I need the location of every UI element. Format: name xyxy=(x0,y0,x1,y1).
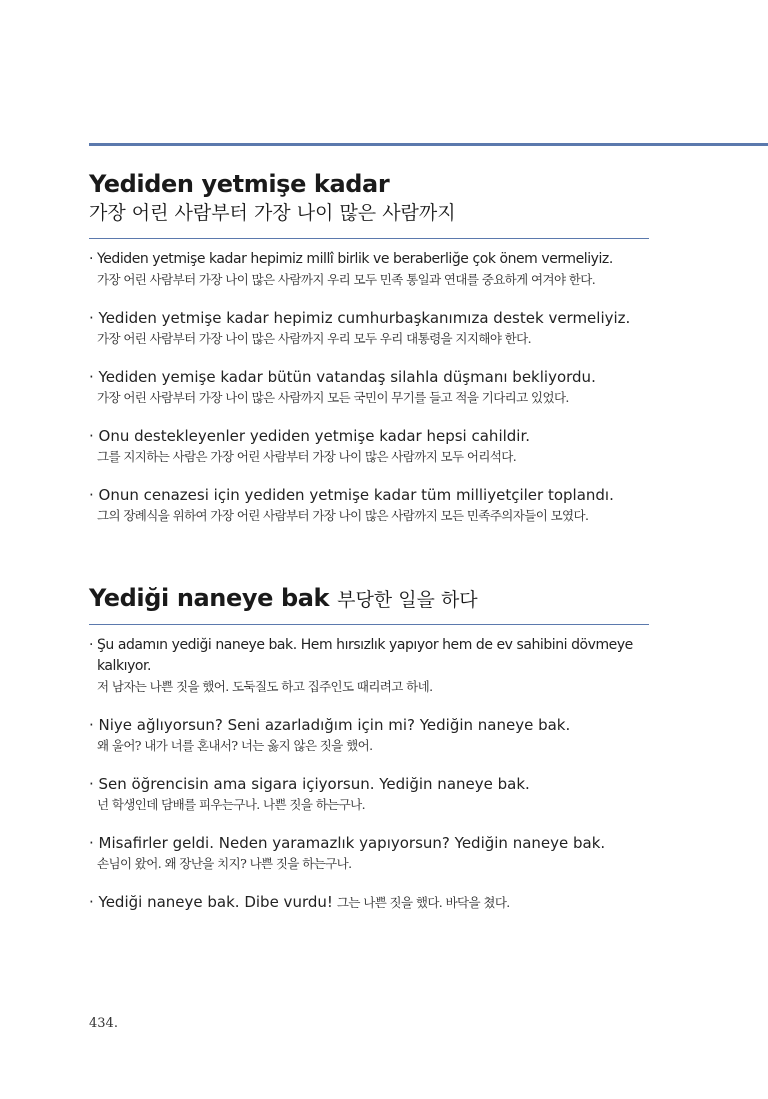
example-item xyxy=(89,308,649,348)
example-item xyxy=(89,774,649,814)
example-ko: 그의 장례식을 위하여 가장 어린 사람부터 가장 나이 많은 사람까지 모든 민족주의자들이 모였다. xyxy=(97,508,589,523)
section-title-ko: 부당한 일을 하다 xyxy=(337,589,478,611)
example-list xyxy=(89,249,649,525)
example-ko: 왜 울어? 내가 너를 혼내서? 너는 옳지 않은 짓을 했어. xyxy=(97,738,373,753)
section-divider xyxy=(89,624,649,625)
example-ko: 가장 어린 사람부터 가장 나이 많은 사람까지 우리 모두 민족 통일과 연대를 중요하게 여겨야 한다. xyxy=(97,272,596,287)
section-yedigi-naneye-bak xyxy=(89,582,649,932)
example-ko: 손님이 왔어. 왜 장난을 치지? 나쁜 짓을 하는구나. xyxy=(97,856,352,871)
top-rule xyxy=(89,143,768,146)
example-tr: · Onu destekleyenler yediden yetmişe kadar hepsi cahildir. xyxy=(89,427,531,445)
example-tr: · Yediden yetmişe kadar hepimiz millî birlik ve beraberliğe çok önem vermeliyiz. xyxy=(89,251,613,267)
example-tr: · Sen öğrencisin ama sigara içiyorsun. Yediğin naneye bak. xyxy=(89,775,530,793)
example-ko: 그는 나쁜 짓을 했다. 바닥을 쳤다. xyxy=(336,895,510,910)
example-tr: · Yediden yetmişe kadar hepimiz cumhurbaşkanımıza destek vermeliyiz. xyxy=(89,309,631,327)
example-ko: 넌 학생인데 담배를 피우는구나. 나쁜 짓을 하는구나. xyxy=(97,797,365,812)
example-item xyxy=(89,367,649,407)
example-ko: 저 남자는 나쁜 짓을 했어. 도둑질도 하고 집주인도 때리려고 하네. xyxy=(97,679,433,694)
example-tr: · Misafirler geldi. Neden yaramazlık yapıyorsun? Yediğin naneye bak. xyxy=(89,834,606,852)
example-tr xyxy=(89,892,649,913)
example-item xyxy=(89,426,649,466)
example-ko: 가장 어린 사람부터 가장 나이 많은 사람까지 모든 국민이 무기를 들고 적을 기다리고 있었다. xyxy=(97,390,569,405)
example-item xyxy=(89,892,649,913)
section-yediden-yetmise-kadar xyxy=(89,168,649,544)
section-divider xyxy=(89,238,649,239)
section-title-ko: 가장 어린 사람부터 가장 나이 많은 사람까지 xyxy=(89,202,456,224)
example-item xyxy=(89,833,649,873)
example-item xyxy=(89,715,649,755)
example-item xyxy=(89,249,649,289)
section-title-tr: Yediden yetmişe kadar xyxy=(89,170,390,198)
example-ko: 가장 어린 사람부터 가장 나이 많은 사람까지 우리 모두 우리 대통령을 지지해야 한다. xyxy=(97,331,532,346)
example-tr-text: · Yediği naneye bak. Dibe vurdu! xyxy=(89,893,333,911)
example-ko: 그를 지지하는 사람은 가장 어린 사람부터 가장 나이 많은 사람까지 모두 어리석다. xyxy=(97,449,517,464)
section-title-tr: Yediği naneye bak xyxy=(89,584,330,612)
example-tr: · Şu adamın yediği naneye bak. Hem hırsızlık yapıyor hem de ev sahibini dövmeye kalkıyor. xyxy=(89,637,633,674)
example-tr: · Onun cenazesi için yediden yetmişe kadar tüm milliyetçiler toplandı. xyxy=(89,486,614,504)
page-number: 434. xyxy=(89,1016,118,1031)
section-heading xyxy=(89,582,649,614)
example-tr: · Yediden yemişe kadar bütün vatandaş silahla düşmanı bekliyordu. xyxy=(89,368,596,386)
example-tr: · Niye ağlıyorsun? Seni azarladığım için mi? Yediğin naneye bak. xyxy=(89,716,571,734)
example-item xyxy=(89,485,649,525)
example-item xyxy=(89,635,649,696)
example-list xyxy=(89,635,649,913)
